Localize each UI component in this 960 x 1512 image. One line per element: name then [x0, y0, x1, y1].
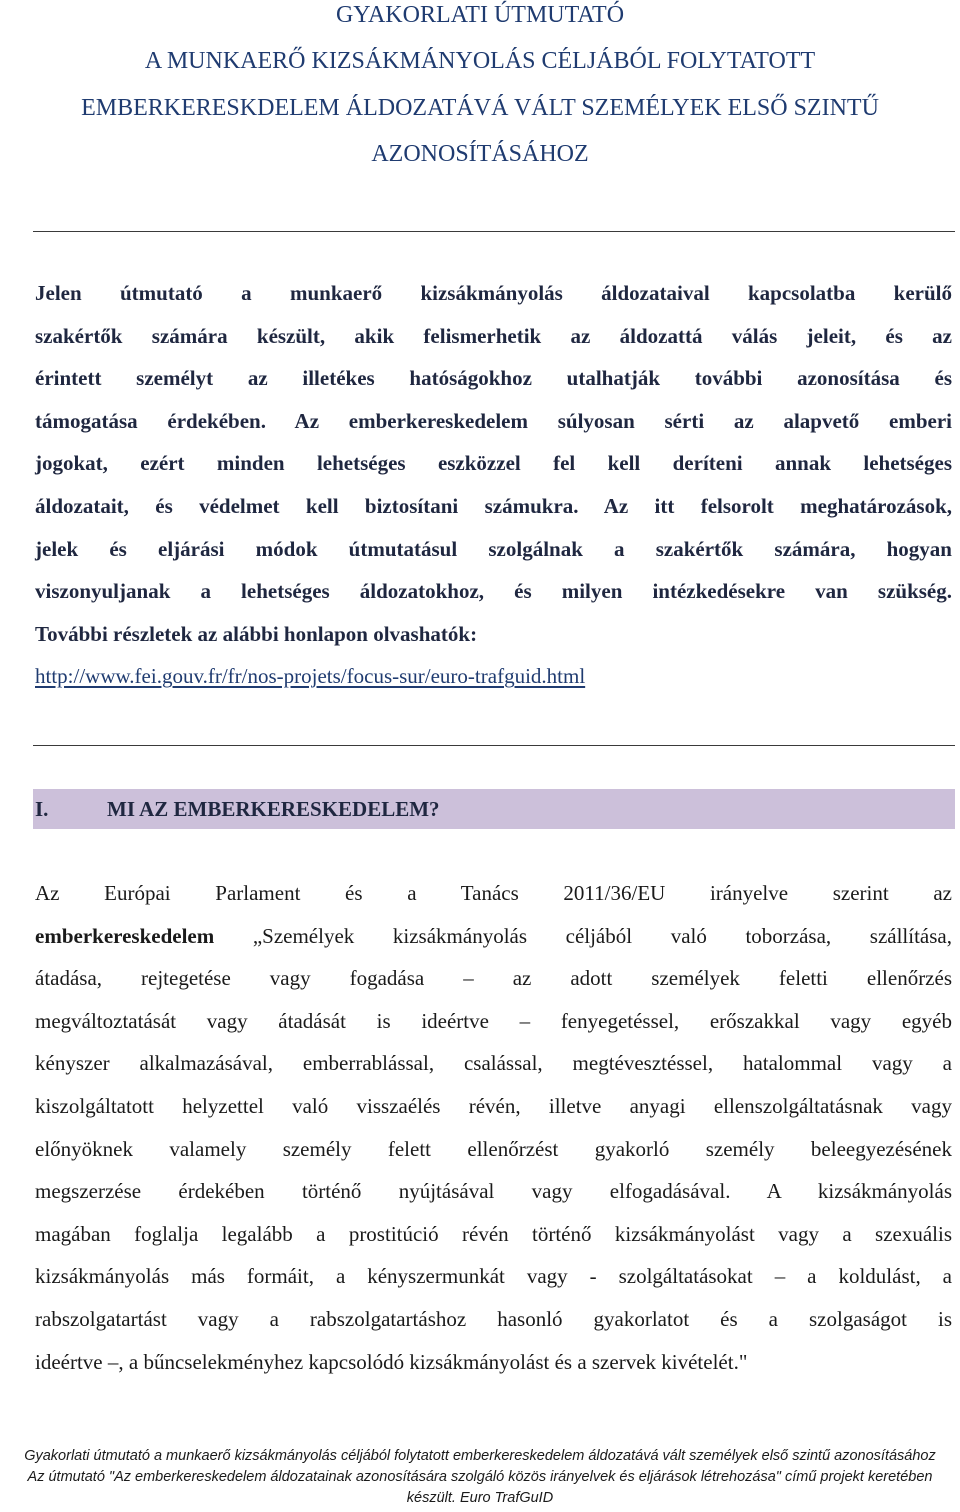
definition-line: kizsákmányolás más formáit, a kényszermunkát vagy - szolgáltatásokat – a koldulást, a — [35, 1264, 952, 1289]
intro-line: áldozatait, és védelmet kell biztosítani számukra. Az itt felsorolt meghatározások, — [35, 493, 952, 518]
definition-line: kiszolgáltatott helyzettel való visszaélés révén, illetve anyagi ellenszolgáltatásnak vagy — [35, 1093, 952, 1118]
link-line — [35, 655, 952, 698]
footer-line: Gyakorlati útmutató a munkaerő kizsákmányolás céljából folytatott emberkereskedelem áldozatává vált személyek első szintű azonosításához — [24, 1448, 936, 1464]
definition-line-text: „Személyek kizsákmányolás céljából való toborzása, szállítása, — [252, 923, 952, 948]
intro-line: jogokat, ezért minden lehetséges eszközzel fel kell deríteni annak lehetséges — [35, 451, 952, 476]
section-number: I. — [35, 797, 49, 821]
definition-line: előnyöknek valamely személy felett ellenőrzést gyakorló személy beleegyezésének — [35, 1136, 952, 1161]
intro-line: További részletek az alábbi honlapon olvashatók: — [35, 621, 478, 646]
intro-line: viszonyuljanak a lehetséges áldozatokhoz, és milyen intézkedésekre van szükség. — [35, 579, 952, 604]
divider — [33, 231, 955, 232]
title-line: AZONOSÍTÁSÁHOZ — [371, 141, 589, 168]
defined-term: emberkereskedelem — [35, 923, 215, 948]
footer-line: Az útmutató "Az emberkereskedelem áldozatainak azonosítására szolgáló közös irányelvek és eljárások létrehozása" című projekt keretében — [27, 1469, 933, 1485]
definition-line: megszerzése érdekében történő nyújtásával vagy elfogadásával. A kizsákmányolás — [35, 1179, 952, 1204]
divider — [33, 745, 955, 746]
definition-line: megváltoztatását vagy átadását is ideértve – fenyegetéssel, erőszakkal vagy egyéb — [35, 1008, 952, 1033]
intro-line: Jelen útmutató a munkaerő kizsákmányolás áldozataival kapcsolatba kerülő — [35, 281, 952, 305]
intro-line: támogatása érdekében. Az emberkereskedelem súlyosan sérti az alapvető emberi — [35, 408, 952, 433]
section-title: MI AZ EMBERKERESKEDELEM? — [107, 797, 440, 821]
definition-line: átadása, rejtegetése vagy fogadása – az adott személyek feletti ellenőrzés — [35, 966, 952, 991]
intro-line: érintett személyt az illetékes hatóságokhoz utalhatják további azonosítása és — [35, 366, 952, 391]
title-line: A MUNKAERŐ KIZSÁKMÁNYOLÁS CÉLJÁBÓL FOLYTATOTT — [144, 48, 816, 74]
definition-line — [35, 915, 952, 958]
intro-paragraph — [35, 272, 952, 698]
definition-line: ideértve –, a bűncselekményhez kapcsolódó kizsákmányolást és a szervek kivételét." — [35, 1349, 748, 1374]
intro-line: szakértők számára készült, akik felismerhetik az áldozattá válás jeleit, és az — [35, 323, 952, 348]
intro-line: jelek és eljárási módok útmutatásul szolgálnak a szakértők számára, hogyan — [35, 536, 952, 561]
footer-line: készült. Euro TrafGuID — [406, 1490, 554, 1506]
title-line: EMBERKERESKDELEM ÁLDOZATÁVÁ VÁLT SZEMÉLYEK ELSŐ SZINTŰ — [81, 94, 879, 121]
title-line: GYAKORLATI ÚTMUTATÓ — [335, 2, 625, 28]
definition-paragraph — [35, 872, 952, 1383]
definition-line: kényszer alkalmazásával, emberrablással, csalással, megtévesztéssel, hatalommal vagy a — [35, 1051, 952, 1076]
section-heading — [33, 789, 955, 829]
project-website-link[interactable]: http://www.fei.gouv.fr/fr/nos-projets/focus-sur/euro-trafguid.html — [35, 664, 586, 689]
definition-line: rabszolgatartást vagy a rabszolgatartáshoz hasonló gyakorlatot és a szolgaságot is — [35, 1306, 952, 1331]
definition-line: Az Európai Parlament és a Tanács 2011/36/EU irányelve szerint az — [35, 881, 952, 905]
document-title — [0, 0, 960, 178]
page-footer — [0, 1446, 960, 1509]
definition-line: magában foglalja legalább a prostitúció révén történő kizsákmányolást vagy a szexuális — [35, 1221, 952, 1246]
